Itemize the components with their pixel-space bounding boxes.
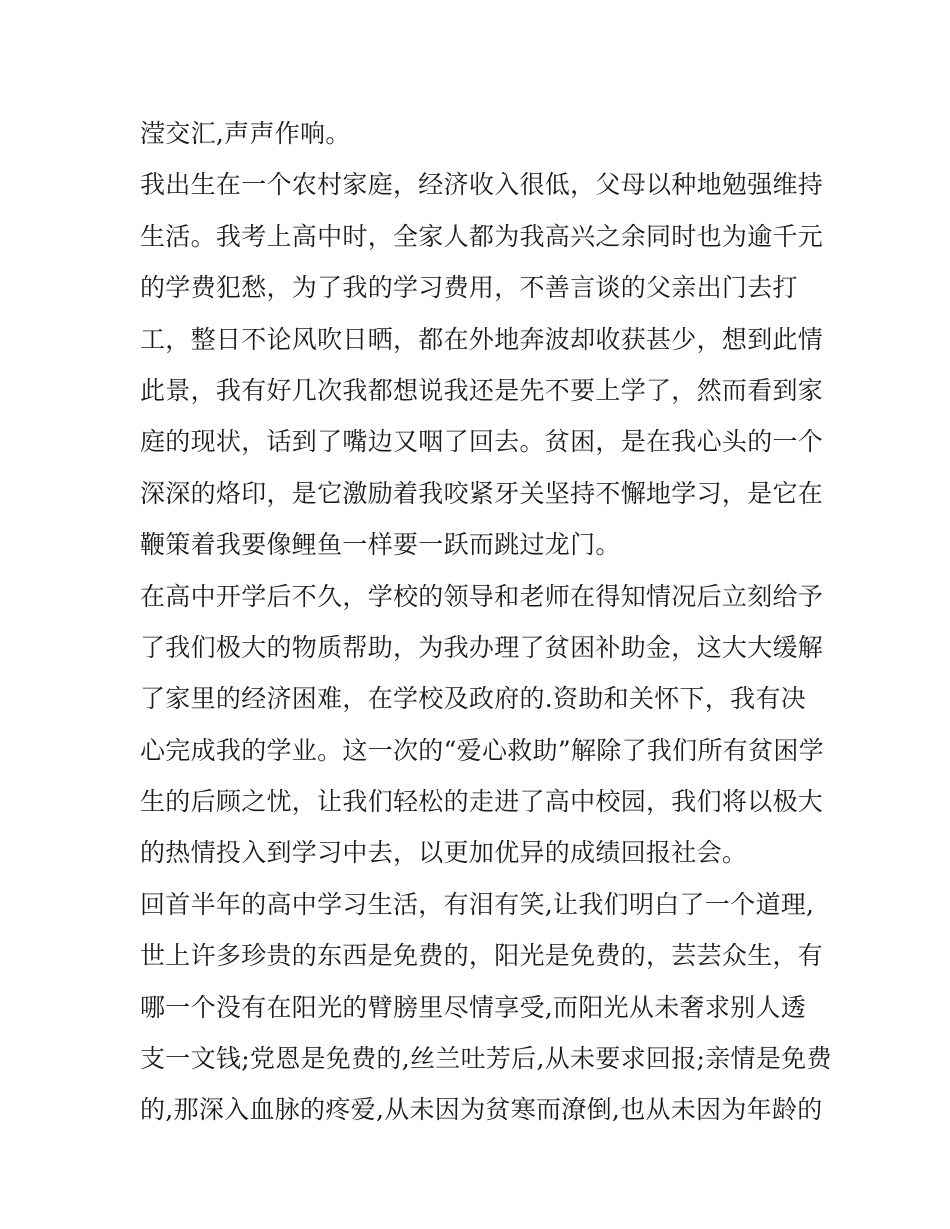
text-line: 了我们极大的物质帮助，为我办理了贫困补助金，这大大缓解 (140, 632, 824, 662)
text-line: 此景，我有好几次我都想说我还是先不要上学了，然而看到家 (140, 375, 824, 405)
text-line: 回首半年的高中学习生活，有泪有笑,让我们明白了一个道理, (140, 889, 815, 919)
text-line: 鞭策着我要像鲤鱼一样要一跃而跳过龙门。 (140, 530, 621, 560)
text-line: 滢交汇,声声作响。 (140, 119, 351, 148)
text-line: 的,那深入血脉的疼爱,从未因为贫寒而潦倒,也从未因为年龄的 (140, 1095, 823, 1125)
text-line: 庭的现状，话到了嘴边又咽了回去。贫困，是在我心头的一个 (140, 427, 824, 457)
text-line: 的学费犯愁，为了我的学习费用，不善言谈的父亲出门去打 (140, 273, 798, 303)
text-line: 支一文钱;党恩是免费的,丝兰吐芳后,从未要求回报;亲情是免费 (140, 1044, 832, 1074)
text-line: 了家里的经济困难，在学校及政府的.资助和关怀下，我有决 (140, 684, 807, 714)
text-line: 心完成我的学业。这一次的“爱心救助”解除了我们所有贫困学 (140, 735, 824, 765)
text-line: 生的后顾之忧，让我们轻松的走进了高中校园，我们将以极大 (140, 787, 824, 817)
text-line: 我出生在一个农村家庭，经济收入很低，父母以种地勉强维持 (140, 170, 824, 200)
text-line: 在高中开学后不久，学校的领导和老师在得知情况后立刻给予 (140, 581, 824, 611)
text-line: 哪一个没有在阳光的臂膀里尽情享受,而阳光从未奢求别人透 (140, 992, 807, 1022)
text-line: 的热情投入到学习中去，以更加优异的成绩回报社会。 (140, 838, 748, 868)
text-line: 深深的烙印，是它激励着我咬紧牙关坚持不懈地学习，是它在 (140, 478, 824, 508)
text-line: 生活。我考上高中时，全家人都为我高兴之余同时也为逾千元 (140, 221, 824, 251)
document-body (140, 108, 832, 1136)
text-line: 世上许多珍贵的东西是免费的，阳光是免费的，芸芸众生，有 (140, 941, 824, 971)
text-line: 工，整日不论风吹日晒，都在外地奔波却收获甚少，想到此情 (140, 324, 824, 354)
